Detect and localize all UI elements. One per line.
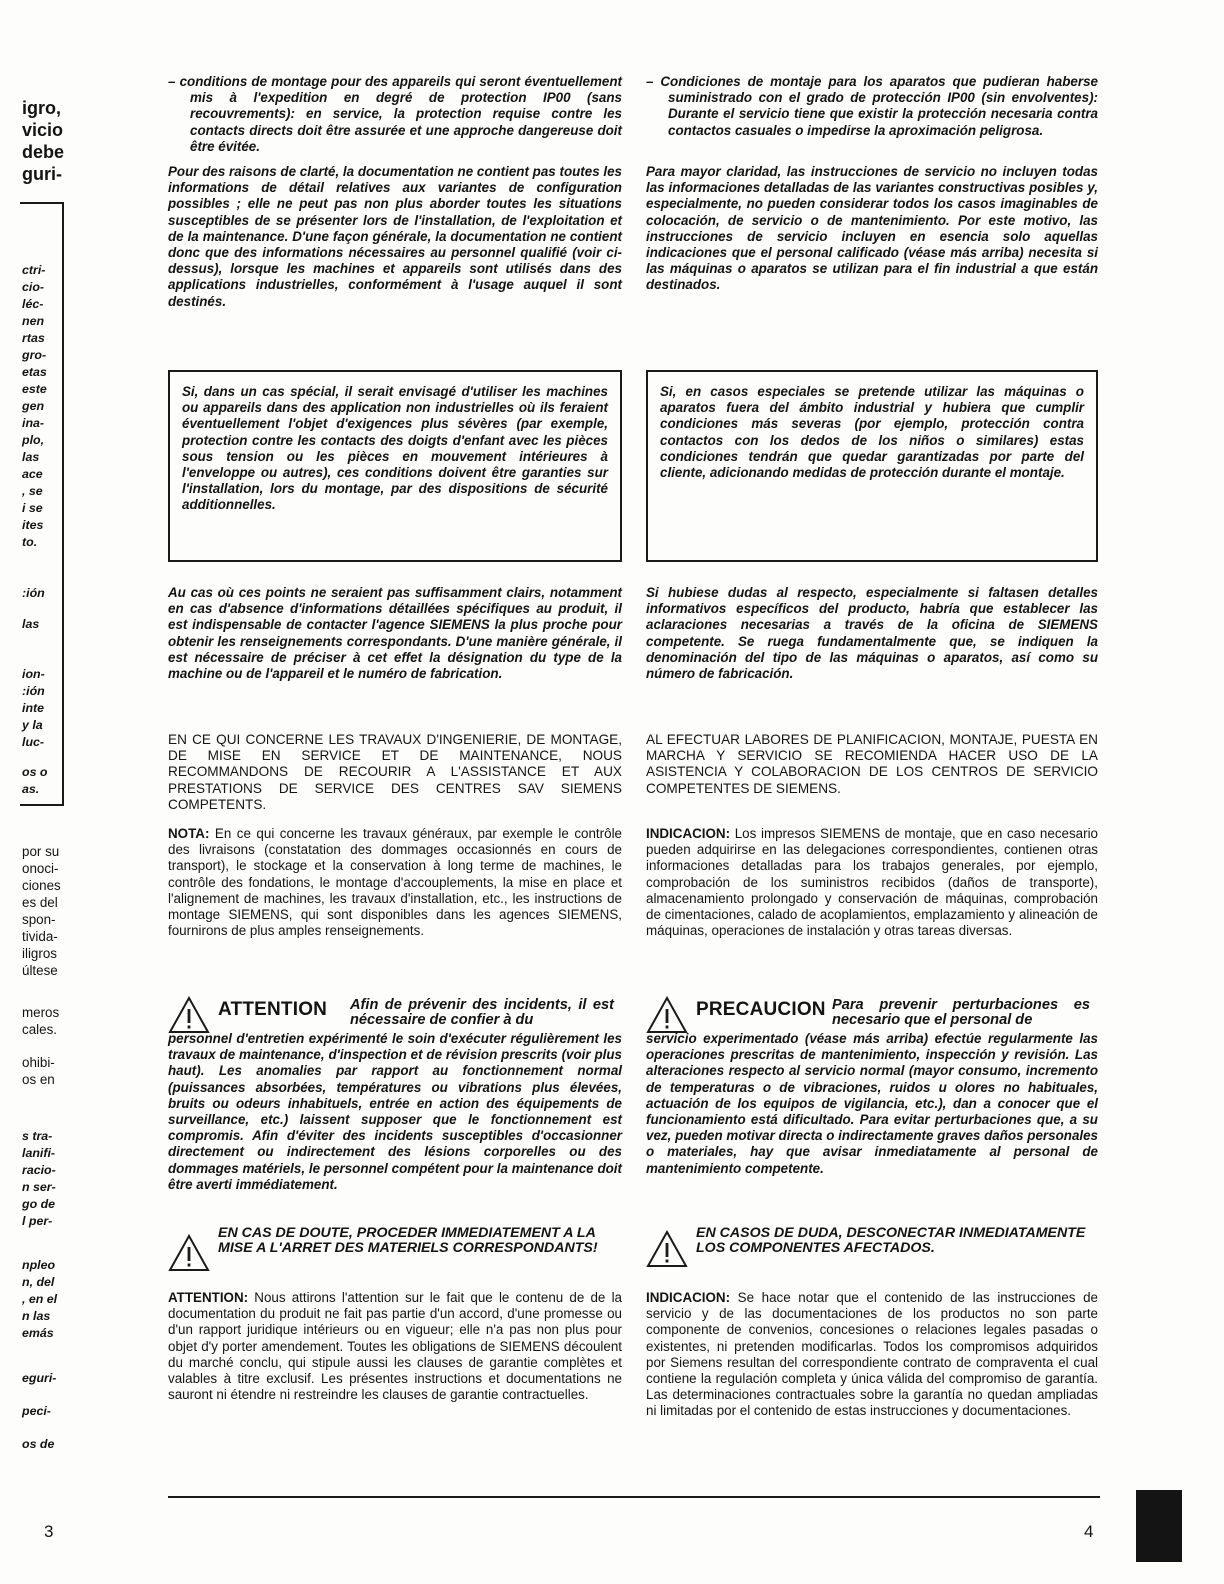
margin-word: ace (22, 467, 43, 481)
margin-word: guri- (22, 164, 62, 184)
fr-doubt-warning (168, 1226, 622, 1272)
es-indicacion-paragraph (646, 826, 1098, 939)
es-doubts-paragraph: Si hubiese dudas al respecto, especialmente si faltasen detalles informativos específicos del producto, habría que establecer las aclaraciones necesarias a través de la oficina de SIEMENS competente. Se ruega fundamentalmente que, se indiquen la denominación del tipo de las máquinas o aparatos, así como su número de fabricación. (646, 585, 1098, 682)
es-precaucion-body: servicio experimentado (véase más arriba) efectúe regularmente las operaciones prescritas de mantenimiento, inspección y revisión. Las alteraciones respecto al servicio normal (mayor consumo, incremento de temperaturas o de vibraciones, ruidos u olores no habituales, actuación de los equipos de vigilancia, etc.), dan a conocer que el funcionamiento está dificultado. Para evitar perturbaciones que, a su vez, pueden motivar directa o indirectamente graves daños personales o materiales, hay que avisar inmediatamente al personal de mantenimiento competente. (646, 1031, 1098, 1176)
margin-rule (20, 804, 64, 806)
es-legal-note-text: Se hace notar que el contenido de las instrucciones de servicio y de las documentaciones de los productos no son parte componente de convenios, concesiones o relaciones legales pasadas o existentes, ni pretenden modificarlas. Todos los compromisos adquiridos por Siemens resultan del correspondiente contrato de compraventa el cual contiene la regulación completa y única válida del compromiso de garantía. Las determinaciones contractuales sobre la garantía no quedan ampliadas ni limitadas por el contenido de estas instrucciones y documentaciones. (646, 1290, 1098, 1419)
es-legal-note (646, 1290, 1098, 1420)
margin-word: os en (22, 1072, 55, 1087)
margin-word: plo, (22, 433, 45, 447)
margin-word: n ser- (22, 1180, 56, 1194)
margin-word: es del (22, 895, 58, 910)
fr-legal-note (168, 1290, 622, 1403)
margin-word: léc- (22, 297, 44, 311)
es-intro-bullet: – Condiciones de montaje para los aparatos que pudieran haberse suministrado con el grado de protección IP00 (sin envolventes): Durante el servicio tiene que existir la protección necesaria contra contactos casuales o impedirse la aproximación peligrosa. (646, 74, 1098, 138)
margin-word: cio- (22, 280, 45, 294)
margin-word: s tra- (22, 1129, 53, 1143)
margin-word: :ión (22, 586, 45, 600)
margin-word: igro, (22, 98, 61, 118)
fr-attention-body: personnel d'entretien expérimenté le soin d'exécuter régulièrement les travaux de maintenance, d'inspection et de révision prescrits (voir plus haut). Les anomalies par rapport au fonctionnement normal (puissances absorbées, températures ou vibrations plus élevées, bruits ou odeurs inhabituels, entrée en action des équipements de surveillance, etc.) laissent supposer que le fonctionnement est compromis. Afin d'éviter des incidents susceptibles d'occasionner directement ou indirectement des lésions corporelles ou des dommages matériels, le personnel compétent pour la maintenance doit être averti immédiatement. (168, 1031, 622, 1192)
es-doubt-warning-text: EN CASOS DE DUDA, DESCONECTAR INMEDIATAMENTE LOS COMPONENTES AFECTADOS. (696, 1225, 1086, 1257)
margin-rule (20, 202, 64, 204)
margin-box-edge (62, 202, 64, 806)
margin-word: por su (22, 844, 60, 859)
margin-word: peci- (22, 1404, 51, 1418)
margin-word: ohibi- (22, 1055, 55, 1070)
es-legal-note-label: INDICACION: (646, 1290, 731, 1305)
margin-word: las (22, 617, 40, 631)
margin-word: eguri- (22, 1371, 57, 1385)
margin-word: cales. (22, 1022, 57, 1037)
es-precaucion-block (646, 996, 1098, 1177)
fr-legal-note-label: ATTENTION: (168, 1290, 249, 1305)
margin-word: :ión (22, 684, 45, 698)
fr-clarity-paragraph: Pour des raisons de clarté, la documentation ne contient pas toutes les informations de détail relatives aux variantes de configuration possibles ; elle ne peut pas non plus aborder toutes les situations susceptibles de se présenter lors de l'installation, de l'exploitation et de la maintenance. D'une façon générale, la documentation ne contient donc que des informations nécessaires au personnel qualifié (voir ci-dessus), lorsque les machines et appareils sont utilisés dans des applications industrielles, conformément à l'usage auquel il sont destinés. (168, 164, 622, 309)
fr-doubt-warning-text: EN CAS DE DOUTE, PROCEDER IMMEDIATEMENT A LA MISE A L'ARRET DES MATERIELS CORRESPONDANTS! (218, 1225, 598, 1257)
margin-word: y la (22, 718, 43, 732)
fr-attention-block (168, 996, 622, 1193)
fr-special-case-box (168, 370, 622, 562)
margin-word: ciones (22, 878, 61, 893)
es-doubt-warning (646, 1226, 1098, 1268)
margin-word: ion- (22, 667, 45, 681)
es-precaucion-lead: Para prevenir perturbaciones es necesario que el personal de (832, 997, 1090, 1028)
warning-triangle-icon (168, 996, 210, 1034)
page-number-right: 4 (1084, 1522, 1094, 1541)
es-service-recommendation: AL EFECTUAR LABORES DE PLANIFICACION, MONTAJE, PUESTA EN MARCHA Y SERVICIO SE RECOMIENDA HACER USO DE LA ASISTENCIA Y COLABORACION DE LOS CENTROS DE SERVICIO COMPETENTES DE SIEMENS. (646, 732, 1098, 796)
fr-service-recommendation: EN CE QUI CONCERNE LES TRAVAUX D'INGENIERIE, DE MONTAGE, DE MISE EN SERVICE ET DE MAINTENANCE, NOUS RECOMMANDONS DE RECOURIR A L'ASSISTANCE ET AUX PRESTATIONS DE SERVICE DES CENTRES SAV SIEMENS COMPETENTS. (168, 732, 622, 812)
footer-rule (168, 1496, 1100, 1498)
fr-special-case-text: Si, dans un cas spécial, il serait envisagé d'utiliser les machines ou appareils dans des application non industrielles où ils feraient éventuellement l'objet d'exigences plus sévères (par exemple, protection contre les contacts des doigts d'enfant avec les pièces sous tension ou les pièces en mouvement intérieures à l'enveloppe ou autres), ces conditions doivent être garanties sur l'installation, lors du montage, par des dispositions de sécurité additionnelles. (182, 384, 608, 513)
left-margin-fragments (0, 0, 66, 1584)
es-indicacion-text: Los impresos SIEMENS de montaje, que en caso necesario pueden adquirirse en las delegaciones correspondientes, contienen otras informaciones detalladas para los trabajos generales, por ejemplo, comprobación de los suministros recibidos (daños de transporte), almacenamiento prolongado y conservación de máquinas, comprobación de cimentaciones, calado de acoplamientos, emplazamiento y alineación de máquinas, operaciones de instalación y otras tareas diversas. (646, 826, 1098, 939)
margin-word: rtas (22, 331, 45, 345)
section-thumb-tab (1136, 1490, 1182, 1562)
margin-word: ctri- (22, 263, 46, 277)
margin-word: , se (22, 484, 43, 498)
margin-word: este (22, 382, 47, 396)
margin-word: ina- (22, 416, 45, 430)
margin-word: go de (22, 1197, 56, 1211)
margin-word: luc- (22, 735, 45, 749)
margin-word: lanifi- (22, 1146, 56, 1160)
margin-word: gro- (22, 348, 47, 362)
margin-word: inte (22, 701, 45, 715)
margin-word: racio- (22, 1163, 56, 1177)
es-special-case-box (646, 370, 1098, 562)
page-number-left: 3 (44, 1522, 54, 1541)
margin-word: las (22, 450, 40, 464)
warning-triangle-icon (646, 1230, 688, 1268)
fr-intro-bullet: – conditions de montage pour des appareils qui seront éventuellement mis à l'expedition en degré de protection IP00 (sans recouvrements): en service, la protection requise contre les contacts directs doit être assurée et une approche dangereuse doit être évitée. (168, 74, 622, 154)
warning-triangle-icon (168, 1234, 210, 1272)
es-special-case-text: Si, en casos especiales se pretende utilizar las máquinas o aparatos fuera del ámbito industrial y hubiera que cumplir condiciones más severas (por ejemplo, protección contra contactos con los dedos de los niños o similares) estas condiciones tendrán que quedar garantizadas por parte del cliente, adicionando medidas de protección durante el montaje. (660, 384, 1084, 481)
margin-word: n, del (22, 1275, 55, 1289)
fr-nota-text: En ce qui concerne les travaux généraux, par exemple le contrôle des livraisons (constatation des dommages occasionnés en cours de transport), le stockage et la conservation à long terme de machines, le contrôle des fondations, le montage d'accouplements, la mise en place et l'alignement de machines, les travaux d'installation, etc., les instructions de montage SIEMENS, qui sont disponibles dans les agences SIEMENS, fournirons de plus amples renseignements. (168, 826, 622, 939)
margin-word: l per- (22, 1214, 53, 1228)
es-indicacion-label: INDICACION: (646, 826, 731, 841)
margin-word: últese (22, 963, 58, 978)
margin-word: etas (22, 365, 47, 379)
fr-nota-paragraph (168, 826, 622, 939)
es-precaucion-title: PRECAUCION (696, 999, 826, 1020)
fr-legal-note-text: Nous attirons l'attention sur le fait que le contenu de de la documentation du produit ne fait pas partie d'un accord, d'une promesse ou d'un rapport juridique intérieurs ou en vigueur; elle n'a pas non plus pour objet d'y porter amendement. Toutes les obligations de SIEMENS découlent du marché conclu, qui stipule aussi les clauses de garantie complètes et valables à titre exclusif. Les présentes instructions et documentations ne sauront ni étendre ni restreindre les clauses de garantie contractuelles. (168, 1290, 622, 1403)
margin-word: os de (22, 1437, 55, 1451)
margin-word: iligros (22, 946, 57, 961)
fr-nota-label: NOTA: (168, 826, 210, 841)
fr-attention-title: ATTENTION (218, 999, 328, 1020)
margin-word: emás (22, 1326, 54, 1340)
margin-word: , en el (22, 1292, 58, 1306)
margin-word: nen (22, 314, 45, 328)
margin-word: as. (22, 782, 40, 796)
margin-word: gen (22, 399, 45, 413)
margin-word: ites (22, 518, 44, 532)
margin-word: meros (22, 1005, 60, 1020)
margin-word: onoci- (22, 861, 59, 876)
margin-word: debe (22, 142, 65, 162)
margin-word: n las (22, 1309, 51, 1323)
margin-word: to. (22, 535, 38, 549)
margin-word: npleo (22, 1258, 56, 1272)
fr-attention-lead: Afin de prévenir des incidents, il est nécessaire de confier à du (350, 997, 614, 1028)
margin-word: os o (22, 765, 48, 779)
margin-word: i se (22, 501, 43, 515)
es-clarity-paragraph: Para mayor claridad, las instrucciones de servicio no incluyen todas las informaciones detalladas de las variantes constructivas posibles y, especialmente, no pueden considerar todos los casos imaginables de colocación, de servicio o de mantenimiento. Por este motivo, las instrucciones de servicio incluyen en esencia solo aquellas indicaciones que el personal calificado (véase más arriba) necesita si las máquinas o aparatos se utilizan para el fin industrial a que están destinados. (646, 164, 1098, 293)
margin-word: spon- (22, 912, 56, 927)
margin-word: vicio (22, 120, 64, 140)
fr-doubts-paragraph: Au cas où ces points ne seraient pas suffisamment clairs, notamment en cas d'absence d'informations détaillées spécifiques au produit, il est indispensable de contacter l'agence SIEMENS la plus proche pour obtenir les renseignements correspondants. D'une manière générale, il est nécessaire de préciser à cet effet la désignation du type de la machine ou de l'appareil et le numéro de fabrication. (168, 585, 622, 682)
warning-triangle-icon (646, 996, 688, 1034)
margin-word: tivida- (22, 929, 58, 944)
